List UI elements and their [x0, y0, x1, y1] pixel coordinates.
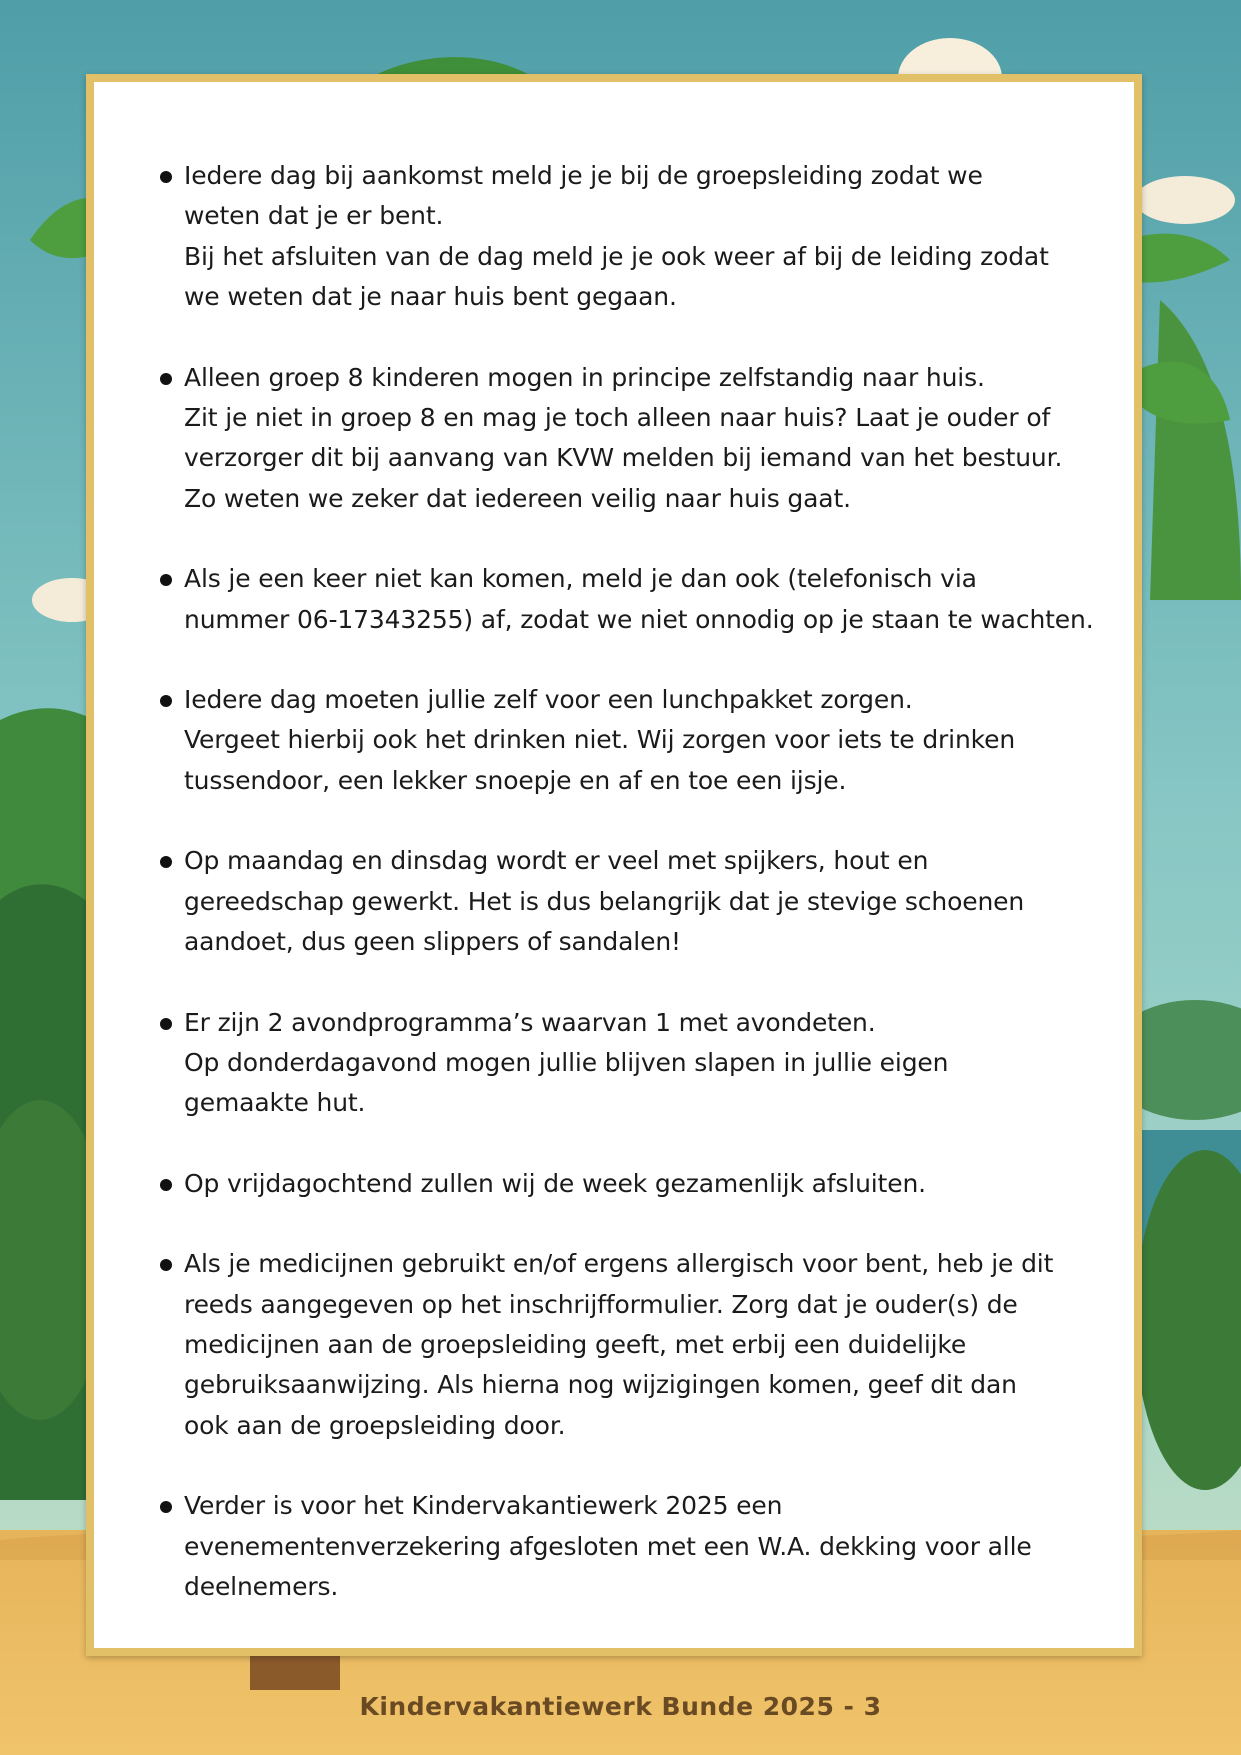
rule-line: aandoet, dus geen slippers of sandalen! — [184, 927, 681, 957]
bullet-icon — [160, 171, 172, 183]
rule-line: gebruiksaanwijzing. Als hierna nog wijzigingen komen, geef dit dan — [184, 1370, 1017, 1400]
content-card — [86, 74, 1142, 1656]
list-item — [94, 1244, 1134, 1446]
rule-line: verzorger dit bij aanvang van KVW melden bij iemand van het bestuur. — [184, 443, 1063, 473]
rule-line: Als je medicijnen gebruikt en/of ergens allergisch voor bent, heb je dit — [184, 1249, 1054, 1279]
rule-line: Op vrijdagochtend zullen wij de week gezamenlijk afsluiten. — [184, 1168, 926, 1198]
rule-line: Zit je niet in groep 8 en mag je toch alleen naar huis? Laat je ouder of — [184, 403, 1051, 433]
bullet-icon — [160, 574, 172, 586]
list-item — [94, 1164, 1134, 1204]
bullet-icon — [160, 695, 172, 707]
list-item — [94, 358, 1134, 520]
list-item — [94, 156, 1134, 318]
rule-line: Vergeet hierbij ook het drinken niet. Wij zorgen voor iets te drinken — [184, 725, 1016, 755]
list-item — [94, 559, 1134, 640]
rules-list — [94, 156, 1134, 1647]
rule-line: Alleen groep 8 kinderen mogen in principe zelfstandig naar huis. — [184, 362, 985, 392]
rule-line: ook aan de groepsleiding door. — [184, 1410, 566, 1440]
bullet-icon — [160, 373, 172, 385]
rule-line: Op maandag en dinsdag wordt er veel met spijkers, hout en — [184, 846, 929, 876]
rule-line: gemaakte hut. — [184, 1088, 366, 1118]
rule-line: medicijnen aan de groepsleiding geeft, met erbij een duidelijke — [184, 1329, 967, 1359]
rule-line: we weten dat je naar huis bent gegaan. — [184, 282, 677, 312]
page-footer: Kindervakantiewerk Bunde 2025 - 3 — [359, 1692, 882, 1721]
rule-line: weten dat je er bent. — [184, 201, 444, 231]
list-item — [94, 680, 1134, 801]
bullet-icon — [160, 1018, 172, 1030]
list-item — [94, 1486, 1134, 1607]
rule-line: Op donderdagavond mogen jullie blijven slapen in jullie eigen — [184, 1047, 949, 1077]
rule-line: nummer 06-17343255) af, zodat we niet onnodig op je staan te wachten. — [184, 604, 1094, 634]
bullet-icon — [160, 1259, 172, 1271]
rule-line: reeds aangegeven op het inschrijfformulier. Zorg dat je ouder(s) de — [184, 1289, 1018, 1319]
list-item — [94, 1003, 1134, 1124]
rule-line: Er zijn 2 avondprogramma’s waarvan 1 met avondeten. — [184, 1007, 876, 1037]
rule-line: Verder is voor het Kindervakantiewerk 2025 een — [184, 1491, 783, 1521]
rule-line: tussendoor, een lekker snoepje en af en toe een ijsje. — [184, 765, 847, 795]
rule-line: gereedschap gewerkt. Het is dus belangrijk dat je stevige schoenen — [184, 886, 1025, 916]
bullet-icon — [160, 856, 172, 868]
rule-line: Bij het afsluiten van de dag meld je je ook weer af bij de leiding zodat — [184, 241, 1049, 271]
bullet-icon — [160, 1501, 172, 1513]
rule-line: evenementenverzekering afgesloten met een W.A. dekking voor alle — [184, 1531, 1032, 1561]
rule-line: Zo weten we zeker dat iedereen veilig naar huis gaat. — [184, 483, 851, 513]
rule-line: Als je een keer niet kan komen, meld je dan ook (telefonisch via — [184, 564, 977, 594]
list-item — [94, 841, 1134, 962]
bullet-icon — [160, 1179, 172, 1191]
rule-line: deelnemers. — [184, 1571, 339, 1601]
rule-line: Iedere dag bij aankomst meld je je bij de groepsleiding zodat we — [184, 161, 983, 190]
rule-line: Iedere dag moeten jullie zelf voor een lunchpakket zorgen. — [184, 685, 913, 715]
